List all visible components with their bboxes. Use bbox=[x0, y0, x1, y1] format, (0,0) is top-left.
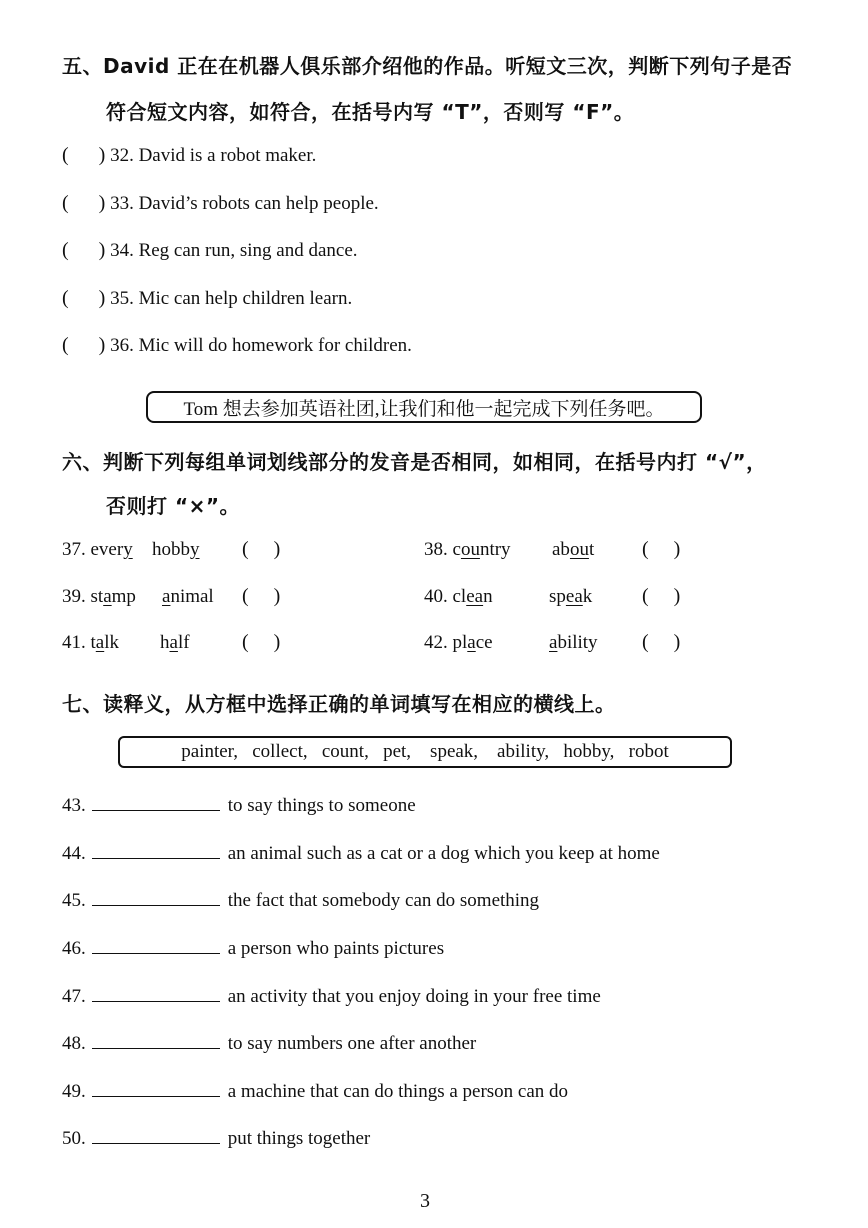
definition: to say things to someone bbox=[227, 795, 416, 816]
tf-question-36 bbox=[62, 334, 412, 357]
item-number: 47. bbox=[62, 986, 86, 1007]
item-number: 49. bbox=[62, 1081, 86, 1102]
section6-heading-line2: 否则打 “×”。 bbox=[106, 494, 241, 518]
section6-heading-line1: 六、判断下列每组单词划线部分的发音是否相同，如相同，在括号内打 “√”， bbox=[62, 450, 767, 474]
answer-paren[interactable]: ( ) bbox=[62, 287, 106, 309]
answer-paren-38[interactable]: ( ) bbox=[642, 538, 681, 560]
fill-item-46 bbox=[62, 935, 444, 960]
answer-blank[interactable] bbox=[92, 887, 220, 906]
section5-heading-line2: 符合短文内容，如符合，在括号内写 “T”，否则写 “F”。 bbox=[106, 100, 635, 124]
word-1: talk bbox=[90, 632, 119, 653]
section5-heading-line1: 五、David 正在在机器人俱乐部介绍他的作品。听短文三次，判断下列句子是否 bbox=[62, 54, 793, 78]
item-number: 48. bbox=[62, 1033, 86, 1054]
definition: the fact that somebody can do something bbox=[227, 890, 540, 911]
tom-banner bbox=[146, 391, 702, 423]
pronunciation-item-39 bbox=[62, 586, 136, 608]
answer-blank[interactable] bbox=[92, 1030, 220, 1049]
item-number: 45. bbox=[62, 890, 86, 911]
section7-heading: 七、读释义，从方框中选择正确的单词填写在相应的横线上。 bbox=[62, 692, 616, 716]
pronunciation-item-40 bbox=[424, 586, 493, 608]
answer-paren-39[interactable]: ( ) bbox=[242, 585, 281, 607]
item-number: 42. bbox=[424, 632, 448, 653]
answer-paren[interactable]: ( ) bbox=[62, 334, 106, 356]
item-number: 50. bbox=[62, 1128, 86, 1149]
pronunciation-item-41 bbox=[62, 632, 119, 654]
pronunciation-item-42 bbox=[424, 632, 493, 654]
answer-paren[interactable]: ( ) bbox=[62, 239, 106, 261]
fill-item-44 bbox=[62, 840, 660, 865]
answer-paren-41[interactable]: ( ) bbox=[242, 631, 281, 653]
fill-item-43 bbox=[62, 792, 416, 817]
fill-item-48 bbox=[62, 1030, 476, 1055]
word-1: every bbox=[90, 539, 133, 560]
item-number: 46. bbox=[62, 938, 86, 959]
question-text: 35. Mic can help children learn. bbox=[110, 288, 353, 309]
question-text: 32. David is a robot maker. bbox=[110, 145, 317, 166]
fill-item-47 bbox=[62, 983, 601, 1008]
tf-question-32 bbox=[62, 144, 316, 167]
question-text: 33. David’s robots can help people. bbox=[110, 193, 379, 214]
answer-paren[interactable]: ( ) bbox=[62, 144, 106, 166]
item-number: 40. bbox=[424, 586, 448, 607]
item-number: 41. bbox=[62, 632, 86, 653]
word-2: speak bbox=[549, 586, 593, 607]
item-number: 43. bbox=[62, 795, 86, 816]
answer-paren-42[interactable]: ( ) bbox=[642, 631, 681, 653]
pronunciation-item-38 bbox=[424, 539, 511, 561]
answer-blank[interactable] bbox=[92, 792, 220, 811]
page-number: 3 bbox=[420, 1190, 430, 1212]
word-2: half bbox=[160, 632, 190, 653]
answer-blank[interactable] bbox=[92, 1078, 220, 1097]
word-2: hobby bbox=[152, 539, 200, 560]
item-number: 39. bbox=[62, 586, 86, 607]
definition: a person who paints pictures bbox=[227, 938, 445, 959]
answer-blank[interactable] bbox=[92, 935, 220, 954]
question-text: 36. Mic will do homework for children. bbox=[110, 335, 412, 356]
pronunciation-item-37 bbox=[62, 539, 133, 561]
item-number: 37. bbox=[62, 539, 86, 560]
answer-paren-37[interactable]: ( ) bbox=[242, 538, 281, 560]
fill-item-45 bbox=[62, 887, 539, 912]
word-2: animal bbox=[162, 586, 214, 607]
definition: to say numbers one after another bbox=[227, 1033, 477, 1054]
definition: an animal such as a cat or a dog which you keep at home bbox=[227, 843, 660, 864]
answer-blank[interactable] bbox=[92, 983, 220, 1002]
tf-question-33 bbox=[62, 192, 379, 215]
answer-blank[interactable] bbox=[92, 1125, 220, 1144]
item-number: 38. bbox=[424, 539, 448, 560]
item-number: 44. bbox=[62, 843, 86, 864]
definition: an activity that you enjoy doing in your free time bbox=[227, 986, 601, 1007]
answer-paren-40[interactable]: ( ) bbox=[642, 585, 681, 607]
definition: a machine that can do things a person can do bbox=[227, 1081, 569, 1102]
definition: put things together bbox=[227, 1128, 371, 1149]
word-1: country bbox=[452, 539, 511, 560]
question-text: 34. Reg can run, sing and dance. bbox=[110, 240, 358, 261]
tf-question-35 bbox=[62, 287, 352, 310]
tf-question-34 bbox=[62, 239, 358, 262]
answer-blank[interactable] bbox=[92, 840, 220, 859]
word-1: stamp bbox=[90, 586, 136, 607]
answer-paren[interactable]: ( ) bbox=[62, 192, 106, 214]
word-1: place bbox=[452, 632, 493, 653]
word-1: clean bbox=[452, 586, 493, 607]
word-2: about bbox=[552, 539, 595, 560]
word-bank: painter, collect, count, pet, speak, ability, hobby, robot bbox=[181, 741, 669, 762]
word-bank-box bbox=[118, 736, 732, 768]
banner-text: Tom 想去参加英语社团,让我们和他一起完成下列任务吧。 bbox=[183, 398, 665, 420]
fill-item-49 bbox=[62, 1078, 568, 1103]
fill-item-50 bbox=[62, 1125, 370, 1150]
word-2: ability bbox=[549, 632, 598, 653]
